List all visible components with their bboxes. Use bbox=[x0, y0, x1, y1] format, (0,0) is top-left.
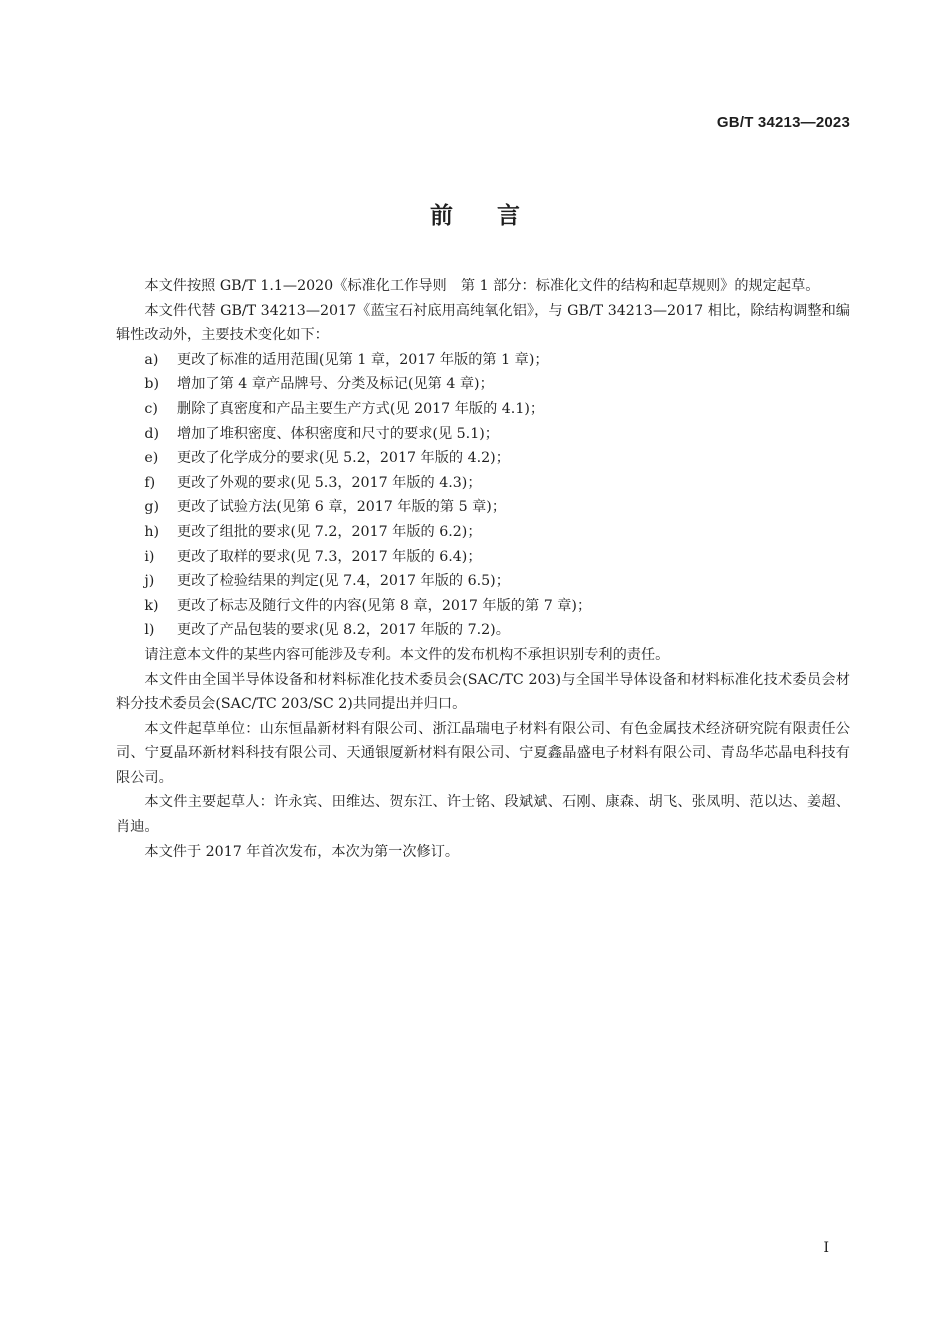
list-item-text: 更改了组批的要求(见 7.2，2017 年版的 6.2)； bbox=[177, 523, 482, 540]
list-item-text: 更改了外观的要求(见 5.3，2017 年版的 4.3)； bbox=[177, 474, 482, 491]
list-marker: g) bbox=[144, 499, 160, 516]
page-number: I bbox=[823, 1240, 829, 1256]
paragraph-drafters: 本文件主要起草人：许永宾、田维达、贺东江、许士铭、段斌斌、石刚、康森、胡飞、张凤明、范以达、姜超、肖迪。 bbox=[116, 794, 850, 836]
paragraph-patent-notice: 请注意本文件的某些内容可能涉及专利。本文件的发布机构不承担识别专利的责任。 bbox=[144, 646, 670, 663]
list-item bbox=[116, 594, 850, 619]
list-item bbox=[116, 422, 850, 447]
list-item bbox=[116, 372, 850, 397]
paragraph-drafting-rules: 本文件按照 GB/T 1.1—2020《标准化工作导则 第 1 部分：标准化文件的结构和起草规则》的规定起草。 bbox=[144, 278, 820, 294]
list-marker: c) bbox=[144, 400, 158, 417]
list-item bbox=[116, 520, 850, 545]
list-item bbox=[116, 348, 850, 373]
list-marker: h) bbox=[144, 523, 160, 540]
list-marker: b) bbox=[144, 376, 160, 393]
list-marker: l) bbox=[144, 622, 155, 639]
paragraph-drafting-units: 本文件起草单位：山东恒晶新材料有限公司、浙江晶瑞电子材料有限公司、有色金属技术经济研究院有限责任公司、宁夏晶环新材料科技有限公司、天通银厦新材料有限公司、宁夏鑫晶盛电子材料有限公司、青岛华芯晶电科技有限公司。 bbox=[116, 720, 850, 786]
list-item bbox=[116, 471, 850, 496]
paragraph-proposer: 本文件由全国半导体设备和材料标准化技术委员会(SAC/TC 203)与全国半导体设备和材料标准化技术委员会材料分技术委员会(SAC/TC 203/SC 2)共同提出并归口。 bbox=[116, 671, 850, 713]
list-item bbox=[116, 618, 850, 643]
list-item-text: 更改了取样的要求(见 7.3，2017 年版的 6.4)； bbox=[177, 548, 482, 565]
title-char-2: 言 bbox=[497, 203, 520, 229]
list-marker: d) bbox=[144, 425, 160, 442]
standard-number: GB/T 34213—2023 bbox=[716, 114, 850, 131]
list-item-text: 更改了标准的适用范围(见第 1 章，2017 年版的第 1 章)； bbox=[177, 351, 549, 368]
list-marker: j) bbox=[144, 573, 155, 590]
list-marker: i) bbox=[144, 548, 155, 565]
list-item bbox=[116, 446, 850, 471]
list-item bbox=[116, 569, 850, 594]
paragraph-history: 本文件于 2017 年首次发布，本次为第一次修订。 bbox=[144, 843, 460, 860]
paragraph-replaces: 本文件代替 GB/T 34213—2017《蓝宝石衬底用高纯氧化铝》，与 GB/T 34213—2017 相比，除结构调整和编辑性改动外，主要技术变化如下： bbox=[116, 302, 850, 344]
list-item bbox=[116, 397, 850, 422]
list-marker: k) bbox=[144, 597, 159, 614]
list-item-text: 更改了产品包装的要求(见 8.2，2017 年版的 7.2)。 bbox=[177, 622, 510, 639]
list-item-text: 更改了检验结果的判定(见 7.4，2017 年版的 6.5)； bbox=[177, 573, 510, 590]
list-item-text: 更改了试验方法(见第 6 章，2017 年版的第 5 章)； bbox=[177, 499, 507, 516]
page-title bbox=[0, 197, 950, 230]
list-marker: a) bbox=[144, 351, 159, 368]
list-marker: f) bbox=[144, 474, 156, 491]
foreword-body bbox=[116, 274, 850, 864]
list-item-text: 更改了化学成分的要求(见 5.2，2017 年版的 4.2)； bbox=[177, 450, 510, 467]
list-item-text: 增加了第 4 章产品牌号、分类及标记(见第 4 章)； bbox=[177, 376, 494, 393]
list-marker: e) bbox=[144, 450, 159, 467]
list-item-text: 删除了真密度和产品主要生产方式(见 2017 年版的 4.1)； bbox=[177, 400, 545, 417]
list-item bbox=[116, 495, 850, 520]
list-item-text: 增加了堆积密度、体积密度和尺寸的要求(见 5.1)； bbox=[177, 425, 499, 442]
changes-list bbox=[116, 348, 850, 643]
list-item-text: 更改了标志及随行文件的内容(见第 8 章，2017 年版的第 7 章)； bbox=[177, 597, 592, 614]
title-char-1: 前 bbox=[430, 203, 453, 229]
list-item bbox=[116, 545, 850, 570]
